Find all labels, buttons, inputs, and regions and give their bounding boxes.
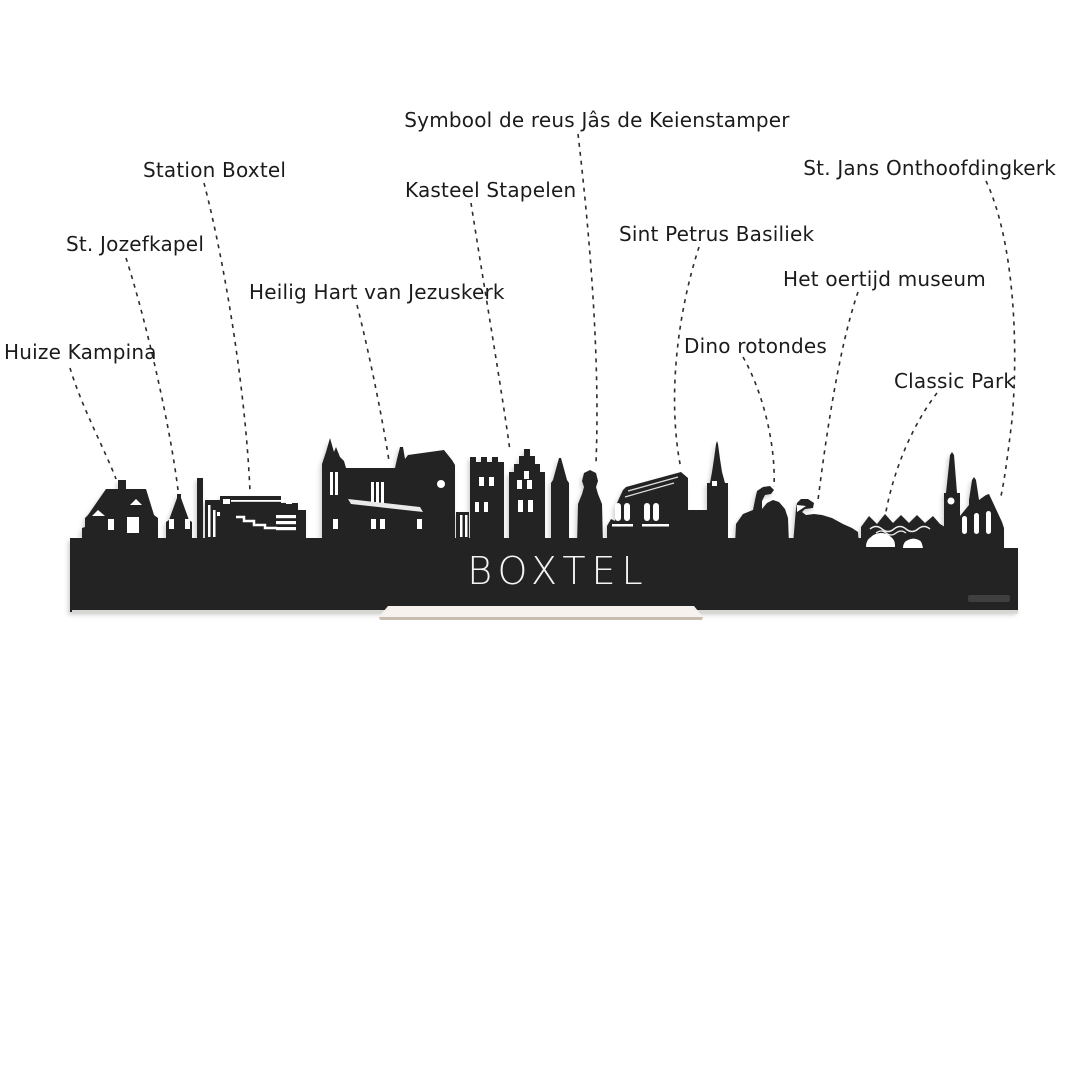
lancet-window-cutout bbox=[974, 513, 979, 534]
leader-line-heilig-hart bbox=[357, 305, 389, 461]
arched-window-cutout bbox=[624, 503, 630, 521]
kasteel-tower-silhouette bbox=[470, 457, 504, 545]
window-cutout bbox=[518, 500, 523, 512]
arched-window-cutout bbox=[644, 503, 650, 521]
window-cutout bbox=[489, 477, 494, 486]
leader-line-st-jans bbox=[986, 181, 1015, 496]
leader-line-dino-rotondes bbox=[743, 357, 774, 487]
window-cutout bbox=[417, 519, 422, 529]
door-cutout bbox=[127, 517, 139, 533]
lancet-window-cutout bbox=[330, 472, 333, 495]
stand-front bbox=[379, 606, 703, 617]
round-window-cutout bbox=[948, 498, 955, 505]
window-cutout bbox=[333, 519, 338, 529]
city-name-cutout: BOXTEL bbox=[467, 549, 649, 593]
window-cutout bbox=[223, 499, 230, 504]
leader-line-classic-park bbox=[885, 393, 937, 517]
leader-line-symbool-de-reus bbox=[578, 134, 597, 462]
window-cutout bbox=[528, 500, 533, 512]
chimney-silhouette bbox=[197, 478, 203, 545]
slit-cutout bbox=[217, 512, 220, 516]
leader-line-station-boxtel bbox=[204, 183, 250, 492]
jas-de-keienstamper-statue-silhouette bbox=[577, 470, 603, 545]
lancet-window-cutout bbox=[335, 472, 338, 495]
window-cutout bbox=[108, 519, 114, 530]
label-symbool-de-reus: Symbool de reus Jâs de Keienstamper bbox=[404, 108, 790, 132]
label-het-oertijd-museum: Het oertijd museum bbox=[783, 267, 986, 291]
stand-bottom-edge bbox=[379, 617, 703, 620]
skyline-silhouette bbox=[70, 438, 1018, 612]
window-cutout bbox=[517, 480, 522, 489]
leader-line-sint-petrus bbox=[675, 247, 699, 469]
label-station-boxtel: Station Boxtel bbox=[143, 158, 287, 182]
label-huize-kampina: Huize Kampina bbox=[4, 340, 157, 364]
window-cutout bbox=[527, 480, 532, 489]
window-cutout bbox=[286, 500, 292, 504]
sint-petrus-basiliek-silhouette bbox=[607, 441, 728, 545]
leader-line-kasteel-stapelen bbox=[471, 203, 510, 451]
sill-cutout bbox=[642, 524, 669, 527]
label-heilig-hart-van-jezuskerk: Heilig Hart van Jezuskerk bbox=[249, 280, 505, 304]
window-bar-cutout bbox=[276, 527, 296, 530]
window-cutout bbox=[371, 519, 376, 529]
window-cutout bbox=[479, 477, 484, 486]
slit-cutout bbox=[465, 515, 468, 537]
huize-kampina-silhouette bbox=[70, 480, 158, 545]
watermark bbox=[968, 595, 1010, 602]
window-band-cutout bbox=[231, 500, 285, 502]
rose-window-cutout bbox=[437, 480, 445, 488]
lancet-window-cutout bbox=[986, 511, 991, 534]
label-st-jozefkapel: St. Jozefkapel bbox=[66, 232, 205, 256]
label-sint-petrus-basiliek: Sint Petrus Basiliek bbox=[619, 222, 815, 246]
window-cutout bbox=[524, 471, 529, 479]
arched-window-cutout bbox=[653, 503, 659, 521]
leader-line-huize-kampina bbox=[70, 368, 116, 479]
window-cutout bbox=[185, 519, 190, 529]
window-bar-cutout bbox=[276, 521, 296, 524]
leader-line-st-jozefkapel bbox=[126, 258, 178, 490]
label-st-jans-onthoofdingkerk: St. Jans Onthoofdingkerk bbox=[803, 156, 1056, 180]
sill-cutout bbox=[612, 524, 633, 527]
kasteel-turret-silhouette bbox=[551, 458, 569, 545]
arched-window-cutout bbox=[615, 503, 621, 521]
heilig-hart-silhouette bbox=[322, 438, 455, 545]
posts-silhouette bbox=[205, 500, 220, 545]
window-cutout bbox=[475, 502, 479, 512]
window-cutout bbox=[380, 519, 385, 529]
label-kasteel-stapelen: Kasteel Stapelen bbox=[405, 178, 577, 202]
station-boxtel-silhouette bbox=[220, 496, 306, 545]
slit-cutout bbox=[208, 505, 211, 537]
brontosaurus-silhouette bbox=[735, 486, 789, 545]
window-cutout bbox=[712, 481, 717, 486]
slit-cutout bbox=[460, 515, 463, 537]
kasteel-gable-silhouette bbox=[509, 449, 545, 545]
slit-cutout bbox=[213, 510, 216, 537]
display-stand bbox=[379, 606, 703, 620]
label-dino-rotondes: Dino rotondes bbox=[684, 334, 828, 358]
leader-line-oertijd-museum bbox=[818, 292, 858, 500]
window-bar-cutout bbox=[276, 515, 296, 518]
label-classic-park: Classic Park bbox=[894, 369, 1016, 393]
window-cutout bbox=[169, 519, 174, 529]
window-cutout bbox=[484, 502, 488, 512]
lancet-window-cutout bbox=[962, 516, 967, 534]
lancet-window-cutout bbox=[381, 482, 384, 506]
